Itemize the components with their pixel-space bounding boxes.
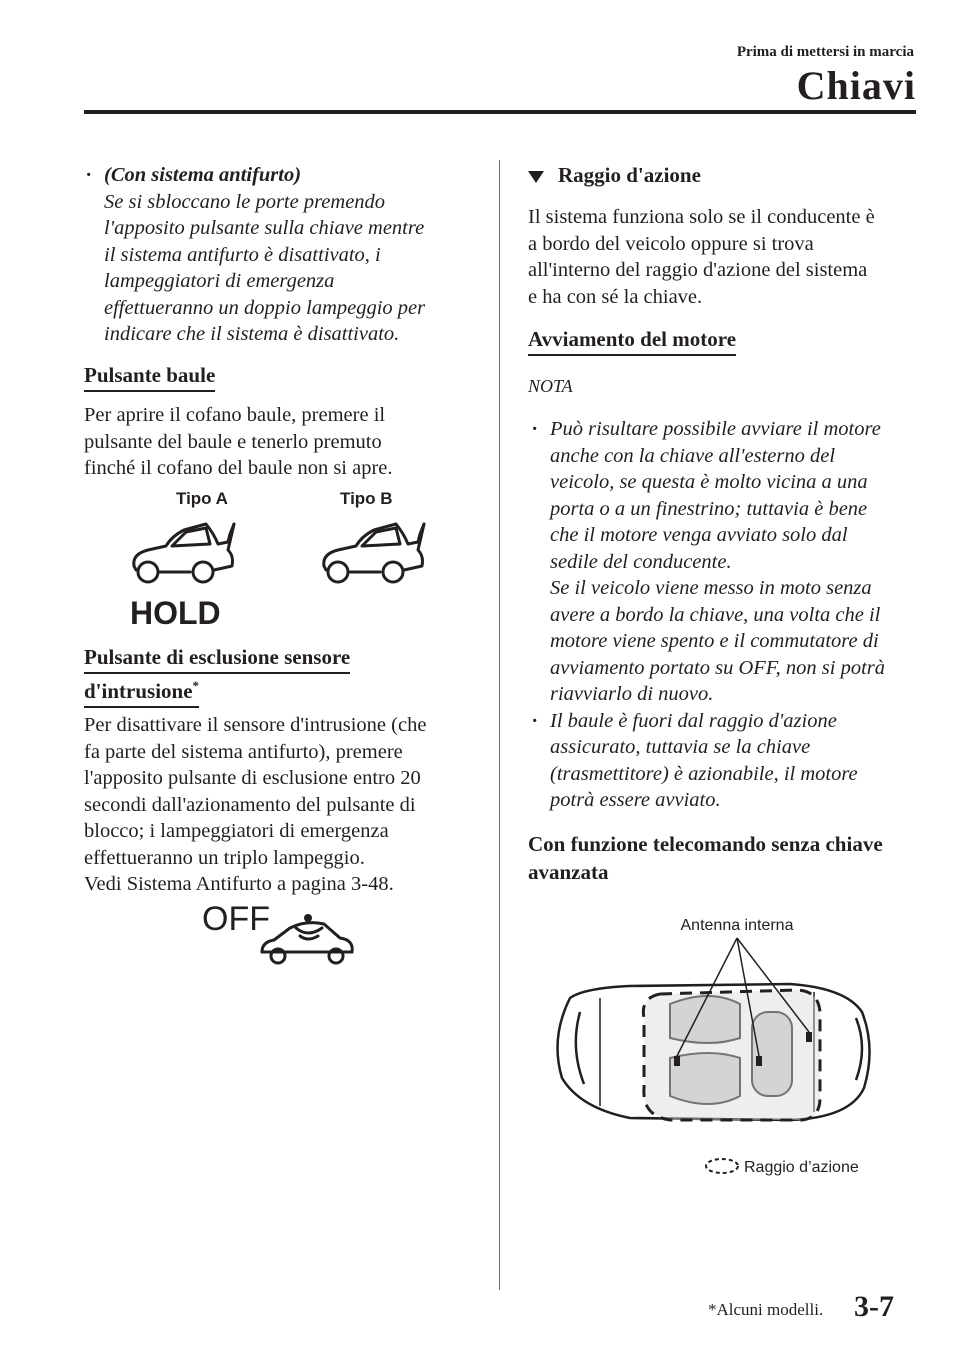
page-number: 3-7 bbox=[854, 1290, 894, 1323]
nota-label: NOTA bbox=[528, 376, 573, 396]
bullet-line: effettueranno un doppio lampeggio per bbox=[104, 296, 426, 319]
type-b-label: Tipo B bbox=[340, 489, 393, 508]
paragraph-line: a bordo del veicolo oppure si trova bbox=[528, 232, 814, 255]
bullet-line: assicurato, tuttavia se la chiave bbox=[550, 736, 811, 758]
paragraph-line: all'interno del raggio d'azione del sistema bbox=[528, 259, 868, 281]
bullet-line: veicolo, se questa è molto vicina a una bbox=[550, 471, 868, 493]
antenna-marker bbox=[806, 1032, 812, 1042]
nota-bullet bbox=[530, 416, 922, 708]
nota-bullet bbox=[530, 708, 922, 814]
bullet-dot: · bbox=[532, 418, 538, 440]
header-rule bbox=[84, 110, 916, 114]
keyless-heading-line: avanzata bbox=[528, 860, 609, 884]
bullet-line: (trasmettitore) è azionabile, il motore bbox=[550, 762, 858, 785]
bullet-line: avere a bordo la chiave, una volta che il bbox=[550, 603, 881, 626]
range-heading: Raggio d'azione bbox=[528, 162, 701, 188]
trunk-paragraph bbox=[84, 402, 464, 482]
trunk-heading: Pulsante baule bbox=[84, 362, 215, 392]
bullet-dot: · bbox=[86, 164, 92, 186]
type-a-label: Tipo A bbox=[176, 489, 228, 508]
intrusion-heading-line: Pulsante di esclusione sensore bbox=[84, 644, 350, 674]
sensor-dot-icon bbox=[304, 914, 312, 922]
bullet-line: Se si sbloccano le porte premendo bbox=[104, 190, 386, 213]
hold-label: HOLD bbox=[130, 595, 221, 631]
keyless-range-diagram bbox=[540, 908, 890, 1188]
nota-bullets bbox=[530, 416, 922, 814]
intrusion-off-illustration bbox=[196, 896, 366, 976]
paragraph-line: e ha con sé la chiave. bbox=[528, 285, 703, 308]
column-divider bbox=[499, 160, 500, 1290]
range-legend-label: Raggio d’azione bbox=[744, 1159, 859, 1176]
antenna-marker bbox=[756, 1056, 762, 1066]
bullet-line: anche con la chiave all'esterno del bbox=[550, 444, 836, 467]
car-trunk-open-icon bbox=[134, 524, 234, 582]
bullet-line: porta o a un finestrino; tuttavia è bene bbox=[550, 497, 868, 520]
off-label: OFF bbox=[202, 900, 270, 938]
bullet-dot: · bbox=[532, 709, 538, 732]
bullet-line: potrà essere avviato. bbox=[550, 789, 721, 811]
keyless-heading-line: Con funzione telecomando senza chiave bbox=[528, 832, 883, 856]
bullet-line: il sistema antifurto è disattivato, i bbox=[104, 243, 381, 266]
triangle-icon bbox=[528, 171, 544, 183]
left-column bbox=[84, 162, 464, 348]
page-title: Chiavi bbox=[796, 63, 916, 108]
car-sensor-icon bbox=[262, 923, 352, 963]
bullet-line: Può risultare possibile avviare il motore bbox=[550, 418, 881, 440]
paragraph-line: finché il cofano del baule non si apre. bbox=[84, 457, 393, 479]
bullet-line: indicare che il sistema è disattivato. bbox=[104, 323, 400, 345]
bullet-line: lampeggiatori di emergenza bbox=[104, 270, 335, 292]
antitheft-bullet bbox=[84, 162, 464, 348]
bullet-line: sedile del conducente. bbox=[550, 550, 732, 573]
intrusion-heading bbox=[84, 644, 464, 708]
bullet-line: motore viene spento e il commutatore di bbox=[550, 630, 879, 652]
paragraph-line: secondi dall'azionamento del pulsante di bbox=[84, 793, 416, 816]
antenna-label: Antenna interna bbox=[680, 917, 794, 934]
range-paragraph bbox=[528, 204, 918, 310]
paragraph-line: effettueranno un triplo lampeggio. bbox=[84, 846, 365, 869]
antenna-marker bbox=[674, 1056, 680, 1066]
bullet-line: che il motore venga avviato solo dal bbox=[550, 524, 848, 546]
paragraph-line: l'apposito pulsante di esclusione entro 20 bbox=[84, 767, 421, 789]
paragraph-line: Per aprire il cofano baule, premere il bbox=[84, 404, 386, 426]
paragraph-line: Per disattivare il sensore d'intrusione (che bbox=[84, 714, 427, 736]
range-legend-icon bbox=[706, 1159, 738, 1173]
section-title: Prima di mettersi in marcia bbox=[736, 44, 914, 60]
bullet-line: riavviarlo di nuovo. bbox=[550, 683, 714, 705]
bullet-line: avviamento portato su OFF, non si potrà bbox=[550, 656, 886, 679]
footnote: *Alcuni modelli. bbox=[708, 1300, 824, 1319]
paragraph-line: blocco; i lampeggiatori di emergenza bbox=[84, 820, 389, 842]
trunk-button-illustration bbox=[110, 484, 440, 634]
paragraph-line: Vedi Sistema Antifurto a pagina 3-48. bbox=[84, 873, 394, 895]
paragraph-line: pulsante del baule e tenerlo premuto bbox=[84, 430, 382, 453]
intrusion-heading-line: d'intrusione* bbox=[84, 678, 199, 708]
bullet-title: (Con sistema antifurto) bbox=[104, 164, 302, 186]
paragraph-line: fa parte del sistema antifurto), premere bbox=[84, 740, 403, 763]
start-heading: Avviamento del motore bbox=[528, 326, 736, 356]
keyless-heading bbox=[528, 830, 928, 886]
intrusion-paragraph bbox=[84, 712, 464, 898]
bullet-line: l'apposito pulsante sulla chiave mentre bbox=[104, 217, 425, 239]
paragraph-line: Il sistema funziona solo se il conducente è bbox=[528, 206, 875, 228]
bullet-line: Il baule è fuori dal raggio d'azione bbox=[550, 709, 837, 732]
range-area bbox=[643, 990, 820, 1120]
bullet-line: Se il veicolo viene messo in moto senza bbox=[550, 577, 872, 599]
car-trunk-open-icon bbox=[324, 524, 424, 582]
